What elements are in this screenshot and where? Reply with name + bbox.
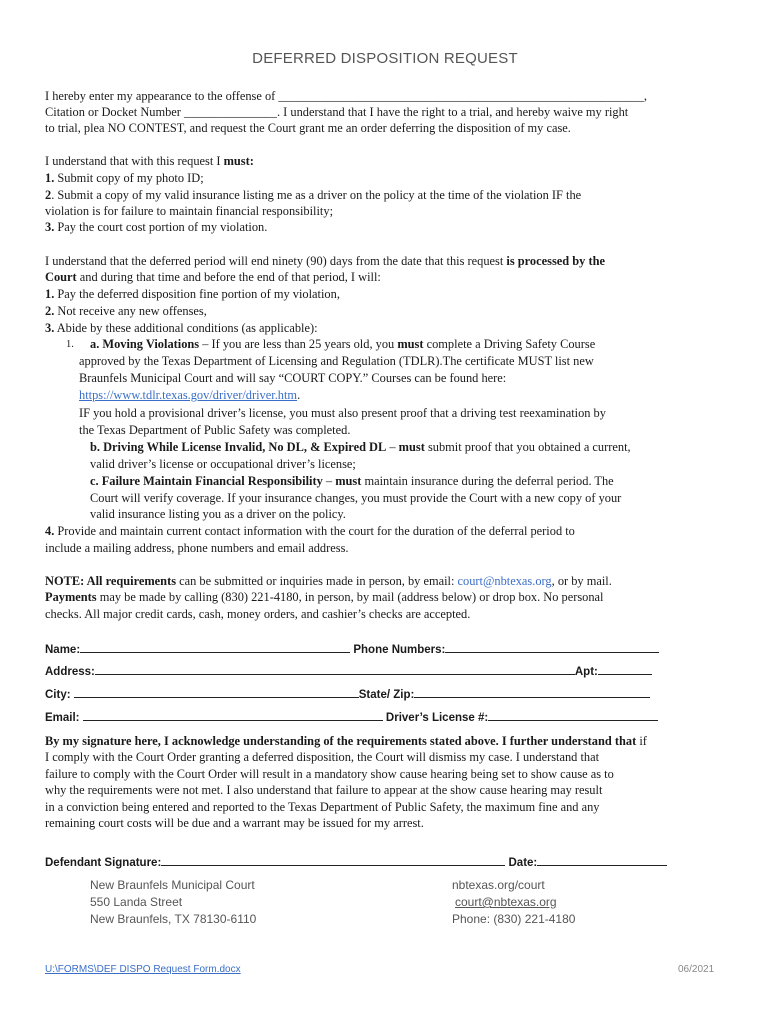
condition-a-text-1b: complete a Driving Safety Course xyxy=(423,337,596,351)
period-text-1: I understand that the deferred period will end ninety (90) days from the date that this request xyxy=(45,254,507,268)
condition-4-line-1 xyxy=(45,523,575,539)
period-number-2: 2. xyxy=(45,304,55,318)
court-phone: Phone: (830) 221-4180 xyxy=(452,912,576,926)
footer-file-path: U:\FORMS\DEF DISPO Request Form.docx xyxy=(45,964,241,975)
must-item-3-text: Pay the court cost portion of my violation. xyxy=(54,220,268,234)
payments-label: Payments xyxy=(45,590,97,604)
note-label: NOTE: All requirements xyxy=(45,574,177,588)
note-line-2 xyxy=(45,589,604,605)
court-contact-block xyxy=(452,877,575,928)
note-text-1: can be submitted or inquiries made in person, by email: xyxy=(176,574,458,588)
court-website: nbtexas.org/court xyxy=(452,878,545,892)
period-item-3-text: Abide by these additional conditions (as applicable): xyxy=(54,321,318,335)
condition-number-4: 4. xyxy=(45,524,55,538)
intro-line-1: I hereby enter my appearance to the offense of ___________________________________________________________, xyxy=(45,89,647,103)
state-zip-field[interactable] xyxy=(414,686,650,698)
email-label: Email: xyxy=(45,712,83,724)
period-bold-2: Court xyxy=(45,270,77,284)
must-lead xyxy=(45,153,254,169)
condition-c-line-3: valid insurance listing you as a driver on the policy. xyxy=(90,507,346,521)
condition-c-line-1 xyxy=(90,473,614,489)
must-lead-text: I understand that with this request I xyxy=(45,154,224,168)
signature-text-line-4: why the requirements were not met. I also understand that failure to appear at the show cause hearing may result xyxy=(45,783,603,797)
period-text-2: and during that time and before the end of that period, I will: xyxy=(76,270,381,284)
period-item-1 xyxy=(45,286,340,302)
city-label: City: xyxy=(45,689,74,701)
form-row-email xyxy=(45,709,658,725)
apt-field[interactable] xyxy=(598,663,652,675)
condition-a-line-3: Braunfels Municipal Court and will say “COURT COPY.” Courses can be found here: xyxy=(79,371,507,385)
condition-b-must: must xyxy=(398,440,425,454)
drivers-license-field[interactable] xyxy=(488,709,658,721)
condition-a-text-1: – If you are less than 25 years old, you xyxy=(199,337,398,351)
must-lead-bold: must: xyxy=(223,154,254,168)
condition-b-dash: – xyxy=(386,440,399,454)
must-item-1 xyxy=(45,170,204,186)
period-bold-1: is processed by the xyxy=(506,254,605,268)
name-field[interactable] xyxy=(80,641,350,653)
condition-c-must: must xyxy=(335,474,362,488)
signature-text-line-1 xyxy=(45,733,647,749)
city-field[interactable] xyxy=(74,686,359,698)
must-item-2 xyxy=(45,187,581,203)
intro-line-2: Citation or Docket Number _______________. I understand that I have the right to a trial, and hereby waive my right xyxy=(45,105,629,119)
state-zip-label: State/ Zip: xyxy=(358,689,415,701)
form-row-address xyxy=(45,663,652,679)
note-text-2: may be made by calling (830) 221-4180, in person, by mail (address below) or drop box. No personal xyxy=(96,590,604,604)
signature-label: Defendant Signature: xyxy=(45,857,162,869)
signature-text-line-2: I comply with the Court Order granting a deferred disposition, the Court will dismiss my case. I understand that xyxy=(45,750,600,764)
condition-4-line-2: include a mailing address, phone numbers and email address. xyxy=(45,541,349,555)
condition-b-line-2: valid driver’s license or occupational driver’s license; xyxy=(90,457,356,471)
tdlr-link[interactable]: https://www.tdlr.texas.gov/driver/driver.htm xyxy=(79,388,298,402)
footer-date: 06/2021 xyxy=(678,964,715,975)
must-number-1: 1. xyxy=(45,171,55,185)
form-row-signature xyxy=(45,854,667,870)
condition-a-must: must xyxy=(397,337,424,351)
condition-a-line-2: approved by the Texas Department of Licensing and Regulation (TDLR).The certificate MUST list new xyxy=(79,354,594,368)
phone-label: Phone Numbers: xyxy=(353,644,446,656)
must-number-2: 2 xyxy=(45,188,52,202)
note-text-1-end: , or by mail. xyxy=(551,574,612,588)
date-label: Date: xyxy=(508,857,538,869)
tdlr-link-period: . xyxy=(297,388,301,402)
must-item-1-text: Submit copy of my photo ID; xyxy=(54,171,204,185)
period-number-1: 1. xyxy=(45,287,55,301)
condition-a-line-4 xyxy=(79,387,300,403)
court-name: New Braunfels Municipal Court xyxy=(90,878,255,892)
period-item-3 xyxy=(45,320,318,336)
court-email-link[interactable]: court@nbtexas.org xyxy=(455,895,557,909)
signature-text-line-5: in a conviction being entered and reported to the Texas Department of Public Safety, the maximum fine and any xyxy=(45,800,600,814)
form-row-city xyxy=(45,686,650,702)
condition-c-text-1: maintain insurance during the deferral period. The xyxy=(361,474,614,488)
must-item-3 xyxy=(45,219,267,235)
condition-a-line-6: the Texas Department of Public Safety was completed. xyxy=(79,423,351,437)
note-line-1 xyxy=(45,573,612,589)
signature-text-line-6: remaining court costs will be due and a warrant may be issued for my arrest. xyxy=(45,816,424,830)
condition-list-number: 1. xyxy=(66,339,74,350)
page-title: DEFERRED DISPOSITION REQUEST xyxy=(252,50,518,67)
address-field[interactable] xyxy=(95,663,575,675)
condition-a-title: a. Moving Violations xyxy=(90,337,200,351)
address-label: Address: xyxy=(45,666,95,678)
must-item-2-cont: violation is for failure to maintain financial responsibility; xyxy=(45,204,334,218)
condition-b-line-1 xyxy=(90,439,631,455)
condition-c-dash: – xyxy=(322,474,336,488)
court-street: 550 Landa Street xyxy=(90,895,183,909)
note-line-3: checks. All major credit cards, cash, money orders, and cashier’s checks are accepted. xyxy=(45,607,471,621)
court-city: New Braunfels, TX 78130-6110 xyxy=(90,912,257,926)
condition-b-text-1: submit proof that you obtained a current, xyxy=(424,440,631,454)
signature-field[interactable] xyxy=(161,854,505,866)
drivers-license-label: Driver’s License #: xyxy=(385,712,489,724)
condition-a-line-5: IF you hold a provisional driver’s license, you must also present proof that a driving test reexamination by xyxy=(79,406,606,420)
note-email-link[interactable]: court@nbtexas.org xyxy=(457,574,552,588)
period-line-1 xyxy=(45,253,605,269)
apt-label: Apt: xyxy=(574,666,598,678)
form-row-name xyxy=(45,641,659,657)
name-label: Name: xyxy=(45,644,81,656)
signature-text-line-3: failure to comply with the Court Order will result in a mandatory show cause hearing being set to show cause as to xyxy=(45,767,614,781)
period-item-2 xyxy=(45,303,207,319)
must-number-3: 3. xyxy=(45,220,55,234)
signature-text-bold: By my signature here, I acknowledge understanding of the requirements stated above. I further understand that xyxy=(45,734,637,748)
condition-c-line-2: Court will verify coverage. If your insurance changes, you must provide the Court with a new copy of your xyxy=(90,491,622,505)
date-field[interactable] xyxy=(537,854,667,866)
signature-text-1-end: if xyxy=(636,734,647,748)
condition-a-line-1 xyxy=(90,336,595,352)
condition-4-text-1: Provide and maintain current contact information with the court for the duration of the deferral period to xyxy=(54,524,575,538)
phone-field[interactable] xyxy=(445,641,659,653)
must-item-2-text: . Submit a copy of my valid insurance listing me as a driver on the policy at the time of the violation IF the xyxy=(51,188,582,202)
intro-line-3: to trial, plea NO CONTEST, and request the Court grant me an order deferring the disposition of my case. xyxy=(45,121,571,135)
period-item-1-text: Pay the deferred disposition fine portion of my violation, xyxy=(54,287,340,301)
period-item-2-text: Not receive any new offenses, xyxy=(54,304,207,318)
period-number-3: 3. xyxy=(45,321,55,335)
condition-b-title: b. Driving While License Invalid, No DL, & Expired DL xyxy=(90,440,387,454)
period-line-2 xyxy=(45,269,381,285)
condition-c-title: c. Failure Maintain Financial Responsibility xyxy=(90,474,323,488)
court-address-block xyxy=(90,877,256,928)
email-field[interactable] xyxy=(83,709,383,721)
